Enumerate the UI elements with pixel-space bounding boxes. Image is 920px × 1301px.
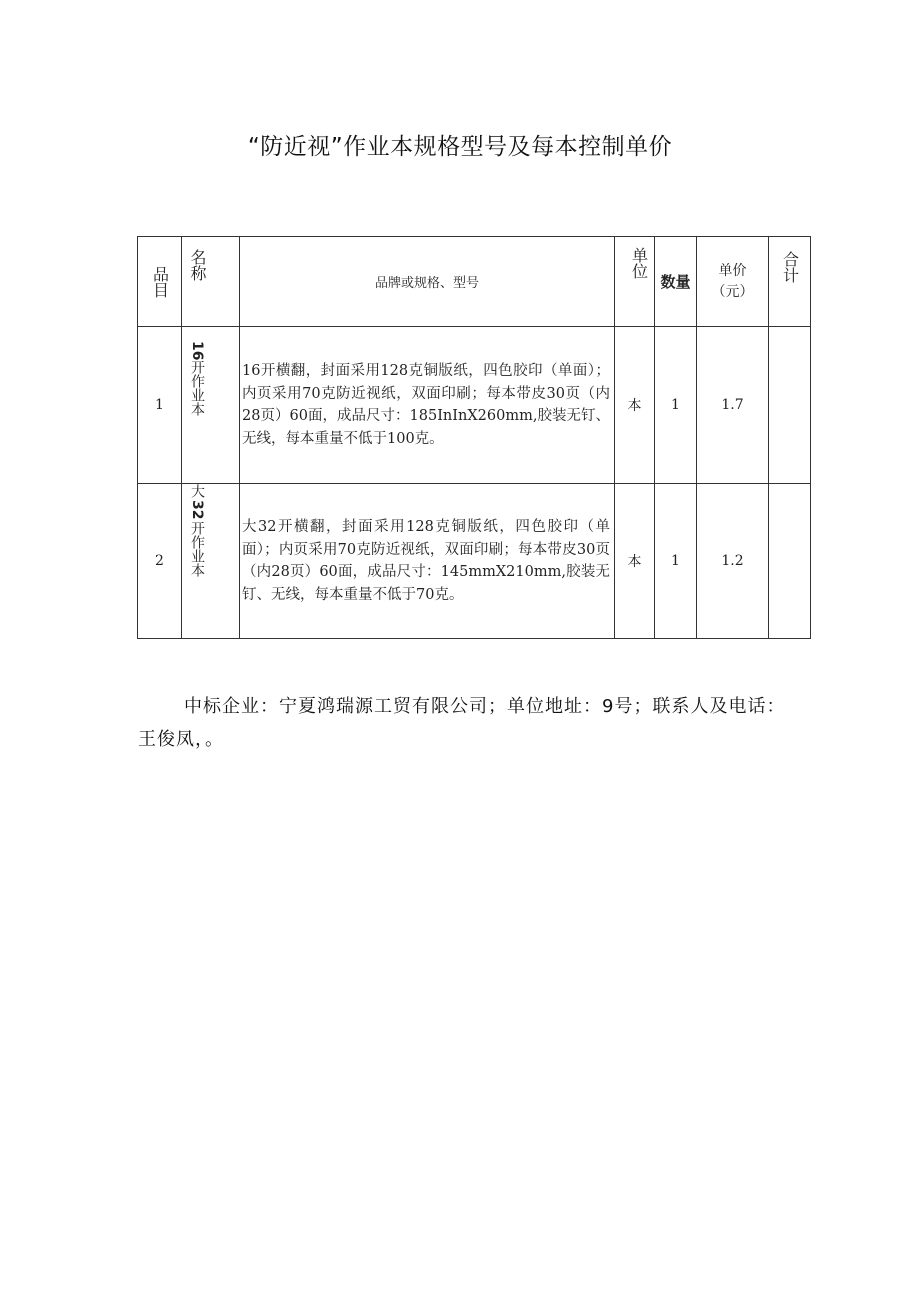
row-name-number: 32 [189, 500, 205, 520]
row-name-number: 16 [189, 341, 205, 361]
header-name-label: 名称 [188, 249, 207, 281]
table-header-row [138, 237, 811, 327]
row-total [769, 327, 811, 484]
row-no: 1 [138, 327, 182, 484]
table-row [138, 327, 811, 484]
row-total [769, 484, 811, 639]
header-price [697, 237, 769, 327]
row-name [182, 327, 240, 484]
header-price-line2: （元） [711, 283, 754, 300]
row-desc: 16开横翻，封面采用128克铜版纸，四色胶印（单面）；内页采用70克防近视纸，双面印刷；每本带皮30页（内28页）60面，成品尺寸：185InInX260mm,胶装无钉、无线，每本重量不低于100克。 [240, 327, 615, 484]
header-price-line1: 单价 [718, 262, 747, 279]
header-name [182, 237, 240, 327]
spec-table [137, 236, 811, 639]
winning-bidder-info: 中标企业：宁夏鸿瑞源工贸有限公司；单位地址：9号；联系人及电话：王俊凤，。 [138, 696, 786, 750]
header-unit [615, 237, 655, 327]
row-qty: 1 [655, 327, 697, 484]
row-name-prefix: 大 [189, 484, 205, 498]
row-price: 1.7 [697, 327, 769, 484]
header-no [138, 237, 182, 327]
header-unit-label: 单位 [629, 247, 649, 279]
row-desc: 大32开横翻，封面采用128克铜版纸，四色胶印（单面）；内页采用70克防近视纸，双面印刷；每本带皮30页（内28页）60面，成品尺寸：145mmX210mm,胶装无钉、无线，每本重量不低于70克。 [240, 484, 615, 639]
table-row [138, 484, 811, 639]
row-no: 2 [138, 484, 182, 639]
row-qty: 1 [655, 484, 697, 639]
row-price: 1.2 [697, 484, 769, 639]
page-title: “防近视”作业本规格型号及每本控制单价 [247, 134, 673, 160]
row-name-text: 开作业本 [189, 360, 205, 417]
header-qty: 数量 [655, 237, 697, 327]
header-no-label: 品目 [150, 265, 170, 298]
header-desc: 品牌或规格、型号 [240, 237, 615, 327]
header-total [769, 237, 811, 327]
row-name [182, 484, 240, 639]
header-total-label: 合计 [780, 251, 800, 283]
row-name-text: 开作业本 [189, 521, 205, 578]
row-unit: 本 [615, 484, 655, 639]
row-unit: 本 [615, 327, 655, 484]
